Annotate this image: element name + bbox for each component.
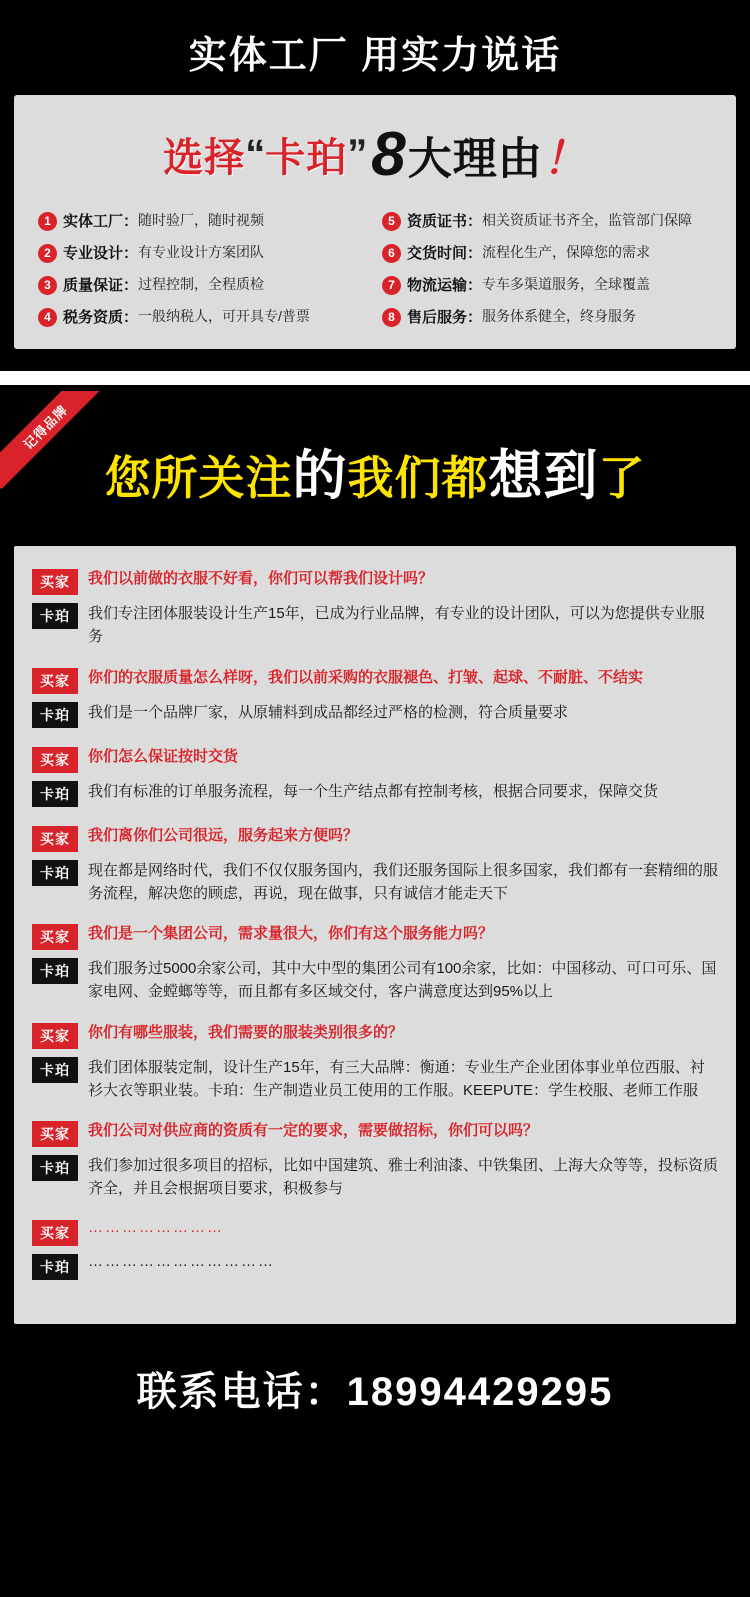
reason-number-badge: 2 [38,244,57,263]
reason-text: 过程控制，全程质检 [138,276,265,292]
answer-row [32,859,718,906]
reason-number-badge: 6 [382,244,401,263]
answer-row [32,1056,718,1103]
reason-title: 资质证书： [407,213,483,230]
buyer-tag: 买家 [32,747,78,773]
factory-strength-section [0,0,750,371]
headline-part-4: 想到 [488,446,599,506]
answer-text: 我们参加过很多项目的招标，比如中国建筑、雅士利油漆、中铁集团、上海大众等等，投标资质齐全，并且会根据项目要求，积极参与 [88,1157,719,1198]
faq-section [0,385,750,1330]
reason-title: 售后服务： [407,309,483,326]
question-placeholder-dots: …………………… [88,1218,224,1236]
reason-title: 税务资质： [63,309,139,326]
reason-number-badge: 4 [38,308,57,327]
reason-item [38,274,368,295]
contact-footer [0,1330,750,1451]
question-row [32,667,718,694]
reasons-panel [14,95,736,349]
question-text: 我们公司对供应商的资质有一定的要求，需要做招标，你们可以吗？ [88,1122,539,1139]
buyer-tag: 买家 [32,1220,78,1246]
reason-text: 流程化生产，保障您的需求 [482,244,651,260]
seller-tag: 卡珀 [32,702,78,728]
qa-block [32,746,718,807]
question-row [32,923,718,950]
section1-headline: 实体工厂 用实力说话 [188,35,562,77]
qa-block [32,568,718,649]
seller-tag: 卡珀 [32,860,78,886]
qa-block [32,1219,718,1280]
answer-placeholder-dots: …………………………… [88,1252,275,1270]
reasons-grid [32,206,718,327]
reason-number-badge: 7 [382,276,401,295]
title-quote-close: ” [347,132,368,176]
reason-item [38,210,368,231]
seller-tag: 卡珀 [32,1254,78,1280]
buyer-tag: 买家 [32,569,78,595]
reason-title: 实体工厂： [63,213,139,230]
qa-block [32,923,718,1004]
reasons-panel-title [32,113,718,206]
answer-row [32,602,718,649]
seller-tag: 卡珀 [32,781,78,807]
corner-ribbon-wrapper [0,391,120,511]
seller-tag: 卡珀 [32,1057,78,1083]
reason-title: 专业设计： [63,245,139,262]
reason-number-badge: 3 [38,276,57,295]
answer-row [32,957,718,1004]
question-text: 我们离你们公司很远，服务起来方便吗？ [88,826,359,844]
question-row [32,1022,718,1049]
reason-item [382,274,712,295]
reason-title: 交货时间： [407,245,483,262]
section-divider [0,371,750,385]
buyer-tag: 买家 [32,826,78,852]
question-row [32,568,718,595]
reason-number-badge: 1 [38,212,57,231]
headline-part-1: 您所关注 [104,452,293,504]
answer-text: 我们团体服装定制，设计生产15年，有三大品牌：衡通：专业生产企业团体事业单位西服、衬衫大衣等职业装。卡珀：生产制造业员工使用的工作服。KEEPUTE：学生校服、老师工作服 [88,1058,705,1099]
answer-row [32,1154,718,1201]
answer-text: 我们服务过5000余家公司，其中大中型的集团公司有100余家，比如：中国移动、可口可乐、国家电网、金螳螂等等，而且都有多区域交付，客户满意度达到95%以上 [88,960,717,1001]
question-row [32,1120,718,1147]
title-brand: 卡珀 [265,136,348,180]
reason-number-badge: 8 [382,308,401,327]
qa-panel [14,546,736,1324]
title-quote-open: “ [245,132,266,176]
question-row [32,746,718,773]
seller-tag: 卡珀 [32,1155,78,1181]
question-text: 你们怎么保证按时交货 [88,747,239,765]
question-row [32,1219,718,1246]
reason-title: 物流运输： [407,277,483,294]
reason-number-badge: 5 [382,212,401,231]
reason-text: 相关资质证书齐全，监管部门保障 [482,212,693,228]
answer-row [32,701,718,728]
contact-phone: 联系电话：18994429295 [136,1369,614,1414]
qa-block [32,1022,718,1103]
reason-title: 质量保证： [63,277,139,294]
seller-tag: 卡珀 [32,958,78,984]
title-reasons-text: 大理由 [407,134,543,184]
title-number-eight: 8 [371,120,404,189]
headline-part-2: 的 [292,446,348,506]
question-text: 你们的衣服质量怎么样呀，我们以前采购的衣服褪色、打皱、起球、不耐脏、不结实 [88,668,644,686]
reason-item [382,242,712,263]
reason-item [382,306,712,327]
reason-item [38,306,368,327]
answer-text: 现在都是网络时代，我们不仅仅服务国内，我们还服务国际上很多国家，我们都有一套精细的服务流程，解决您的顾虑，再说，现在做事，只有诚信才能走天下 [88,861,719,902]
buyer-tag: 买家 [32,924,78,950]
qa-block [32,667,718,728]
reason-text: 有专业设计方案团队 [138,244,265,260]
question-text: 我们以前做的衣服不好看，你们可以帮我们设计吗？ [88,570,434,587]
answer-text: 我们专注团体服装设计生产15年，已成为行业品牌，有专业的设计团队，可以为您提供专业服务 [88,605,705,646]
reason-text: 专车多渠道服务，全球覆盖 [482,276,651,292]
reason-text: 服务体系健全，终身服务 [482,308,637,324]
buyer-tag: 买家 [32,668,78,694]
title-select-text: 选择 [163,136,246,180]
qa-block [32,1120,718,1201]
question-row [32,825,718,852]
buyer-tag: 买家 [32,1121,78,1147]
headline-part-3: 我们都 [347,452,489,504]
answer-text: 我们是一个品牌厂家，从原辅料到成品都经过严格的检测，符合质量要求 [88,703,569,721]
question-text: 我们是一个集团公司，需求量很大，你们有这个服务能力吗？ [88,925,494,942]
title-exclamation: ！ [542,134,587,184]
reason-text: 一般纳税人，可开具专/普票 [138,308,310,324]
reason-item [382,210,712,231]
answer-row [32,780,718,807]
answer-row [32,1253,718,1280]
answer-text: 我们有标准的订单服务流程，每一个生产结点都有控制考核，根据合同要求，保障交货 [88,782,659,800]
buyer-tag: 买家 [32,1023,78,1049]
corner-ribbon-label: 记得品牌 [0,391,108,489]
reason-text: 随时验厂，随时视频 [138,212,265,228]
headline-part-5: 了 [598,452,646,504]
qa-block [32,825,718,906]
reason-item [38,242,368,263]
question-text: 你们有哪些服装，我们需要的服装类别很多的？ [88,1023,404,1041]
seller-tag: 卡珀 [32,603,78,629]
